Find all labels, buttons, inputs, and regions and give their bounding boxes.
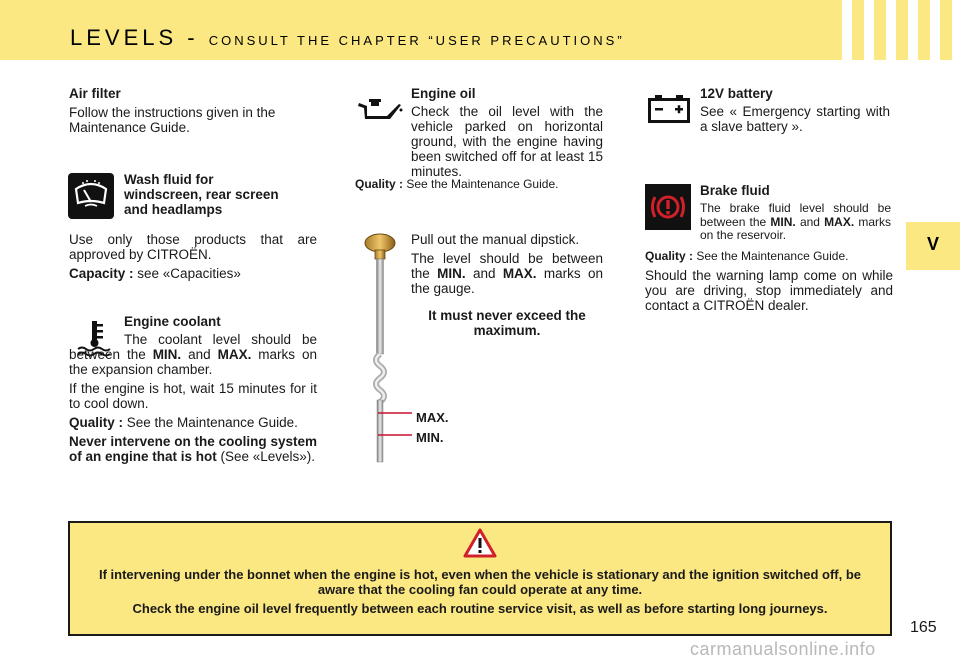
- gauge-min-label: MIN.: [416, 430, 444, 445]
- brake-fluid-and: and: [795, 214, 825, 229]
- dipstick-level-text: [411, 251, 603, 296]
- engine-oil-text: Check the oil level with the vehicle parked on horizontal ground, with the engine having been switched off for at least 15 minutes.: [411, 104, 603, 179]
- coolant-quality: [69, 415, 317, 430]
- warning-text: [88, 567, 872, 616]
- wash-fluid-title-line: and headlamps: [124, 202, 223, 217]
- brake-fluid-max: MAX.: [824, 214, 855, 229]
- dipstick-level-pre: The level should be between the: [411, 251, 603, 281]
- page-header: [0, 0, 960, 60]
- coolant-title: [124, 314, 319, 329]
- warning-triangle-icon: [463, 528, 497, 558]
- page-number: 165: [910, 619, 937, 636]
- battery-text: See « Emergency starting with a slave battery ».: [700, 104, 890, 134]
- header-stripe: [930, 0, 940, 60]
- quality-label: Quality :: [355, 177, 404, 191]
- coolant-min: MIN.: [152, 347, 182, 362]
- watermark: carmanualsonline.info: [690, 639, 876, 659]
- engine-oil-quality: [355, 177, 605, 192]
- capacity-text: see «Capacities»: [133, 266, 241, 281]
- coolant-section: [69, 332, 317, 464]
- wash-fluid-title-line: Wash fluid for: [124, 172, 214, 187]
- dipstick-section: [411, 232, 603, 338]
- coolant-text: [69, 332, 317, 377]
- dipstick-text: Pull out the manual dipstick.: [411, 232, 580, 247]
- wash-fluid-title-line: windscreen, rear screen: [124, 187, 279, 202]
- wash-fluid-text: Use only those products that are approved by CITROËN.: [69, 232, 317, 262]
- chapter-tab-letter: V: [926, 234, 939, 254]
- header-stripe: [952, 0, 960, 60]
- header-stripe: [864, 0, 874, 60]
- header-stripe: [908, 0, 918, 60]
- coolant-max: MAX.: [217, 347, 252, 362]
- title-sub: CONSULT THE CHAPTER “USER PRECAUTIONS”: [208, 33, 625, 48]
- coolant-hot-text: If the engine is hot, wait 15 minutes for it to cool down.: [69, 381, 317, 411]
- quality-label: Quality :: [645, 249, 694, 263]
- coolant-never-bold: Never intervene on the cooling system of an engine that is hot: [69, 434, 317, 464]
- title-main: LEVELS -: [70, 25, 209, 50]
- header-stripes: [830, 0, 960, 60]
- brake-fluid-text-pre: The brake fluid level should be between the: [700, 201, 891, 229]
- warning-line-1: If intervening under the bonnet when the engine is hot, even when the vehicle is stationary and the ignition switched off, be aware that the cooling fan could operate at any time.: [98, 567, 862, 597]
- quality-label: Quality :: [69, 415, 124, 430]
- quality-text: See the Maintenance Guide.: [123, 415, 298, 430]
- header-stripe: [842, 0, 852, 60]
- brake-fluid-text-post: marks on the reservoir.: [700, 214, 892, 242]
- brake-fluid-text: [700, 202, 891, 243]
- dipstick-and: and: [465, 266, 503, 281]
- wiper-icon: [68, 173, 114, 219]
- wash-fluid-section: [69, 232, 317, 281]
- brake-fluid-quality-section: [645, 249, 893, 313]
- battery-section: [700, 86, 890, 134]
- gauge-max-label: MAX.: [416, 410, 449, 425]
- coolant-text-post: marks on the expansion chamber.: [69, 347, 317, 377]
- engine-oil-title: Engine oil: [411, 86, 476, 101]
- header-stripe: [886, 0, 896, 60]
- dipstick-never-exceed: It must never exceed the maximum.: [428, 308, 586, 338]
- battery-title: 12V battery: [700, 86, 773, 101]
- dipstick-level-post: marks on the gauge.: [411, 266, 603, 296]
- brake-fluid-title: Brake fluid: [700, 183, 770, 198]
- quality-text: See the Maintenance Guide.: [403, 177, 559, 191]
- brake-fluid-quality: [645, 249, 893, 264]
- dipstick-max: MAX.: [502, 266, 537, 281]
- coolant-never-rest: (See «Levels»).: [216, 449, 316, 464]
- battery-icon: [648, 94, 690, 124]
- capacity-label: Capacity :: [69, 266, 134, 281]
- coolant-title-text: Engine coolant: [124, 314, 221, 329]
- brake-fluid-section: [700, 183, 891, 243]
- quality-text: See the Maintenance Guide.: [693, 249, 849, 263]
- page-title: [70, 25, 625, 50]
- brake-warning-icon: [645, 184, 691, 230]
- air-filter-section: [69, 86, 317, 135]
- coolant-never: [69, 434, 317, 464]
- brake-fluid-min: MIN.: [770, 214, 796, 229]
- coolant-text-pre: The coolant level should be between the: [69, 332, 317, 362]
- warning-box: [68, 521, 892, 636]
- dipstick-min: MIN.: [437, 266, 466, 281]
- brake-fluid-warning: Should the warning lamp come on while you are driving, stop immediately and contact a CITROËN dealer.: [645, 268, 893, 313]
- wash-fluid-capacity: [69, 266, 317, 281]
- warning-line-2: Check the engine oil level frequently between each routine service visit, as well as before starting long journeys.: [132, 601, 828, 616]
- chapter-tab: [906, 222, 960, 270]
- coolant-and: and: [181, 347, 218, 362]
- gauge-marker-lines: [378, 408, 414, 440]
- air-filter-title: Air filter: [69, 86, 121, 101]
- wash-fluid-title: [124, 172, 319, 217]
- engine-oil-section: [355, 86, 603, 179]
- air-filter-text: Follow the instructions given in the Maintenance Guide.: [69, 105, 276, 135]
